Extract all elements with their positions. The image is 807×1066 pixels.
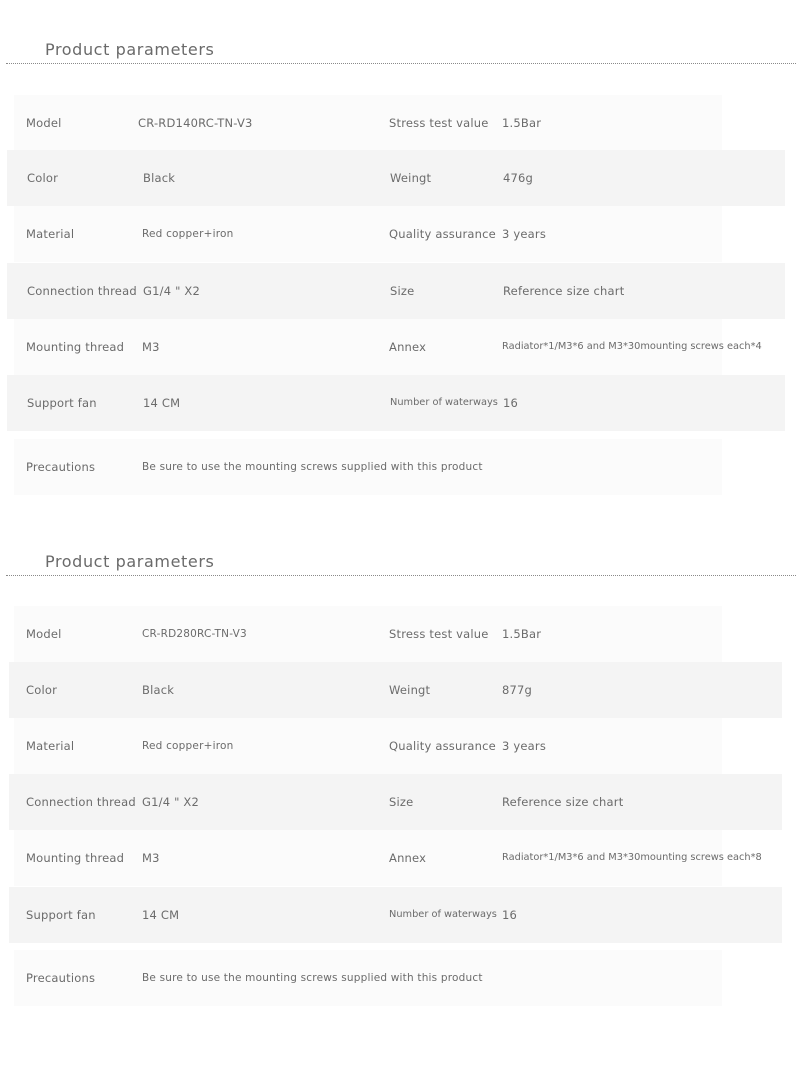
quality-value: 3 years [502, 739, 547, 753]
model-value: CR-RD280RC-TN-V3 [142, 628, 247, 640]
table-row-connection [9, 774, 782, 830]
table-row-mounting [14, 830, 762, 886]
quality-value: 3 years [502, 227, 547, 241]
table-row-connection [7, 263, 785, 319]
precautions-value: Be sure to use the mounting screws supplied with this product [142, 972, 483, 984]
size-value: Reference size chart [503, 284, 625, 298]
mounting-label: Mounting thread [26, 340, 125, 354]
table-row-color [9, 662, 782, 718]
stress-value: 1.5Bar [502, 116, 542, 130]
section-title: Product parameters [45, 552, 215, 571]
waterways-label: Number of waterways [390, 397, 498, 408]
color-value: Black [143, 171, 176, 185]
weight-value: 476g [503, 171, 534, 185]
material-label: Material [26, 227, 75, 241]
connection-value: G1/4 " X2 [142, 795, 200, 809]
mounting-value: M3 [142, 340, 160, 354]
material-value: Red copper+iron [142, 228, 234, 240]
waterways-value: 16 [502, 908, 518, 922]
mounting-value: M3 [142, 851, 160, 865]
section-divider [6, 575, 796, 576]
table-row-fan [7, 375, 785, 431]
fan-value: 14 CM [142, 908, 180, 922]
model-label: Model [26, 627, 62, 641]
section-title: Product parameters [45, 40, 215, 59]
connection-label: Connection thread [27, 284, 137, 298]
stress-label: Stress test value [389, 627, 489, 641]
weight-value: 877g [502, 683, 533, 697]
stress-value: 1.5Bar [502, 627, 542, 641]
annex-value: Radiator*1/M3*6 and M3*30mounting screws each*4 [502, 341, 762, 352]
table-row-model [14, 95, 722, 151]
color-label: Color [27, 171, 59, 185]
size-value: Reference size chart [502, 795, 624, 809]
color-value: Black [142, 683, 175, 697]
model-label: Model [26, 116, 62, 130]
table-row-mounting [14, 319, 762, 375]
material-label: Material [26, 739, 75, 753]
table-row-precautions [14, 950, 722, 1006]
table-row-material [14, 206, 722, 262]
quality-label: Quality assurance [389, 739, 496, 753]
precautions-label: Precautions [26, 460, 96, 474]
quality-label: Quality assurance [389, 227, 496, 241]
color-label: Color [26, 683, 58, 697]
material-value: Red copper+iron [142, 740, 234, 752]
table-row-model [14, 606, 722, 662]
precautions-label: Precautions [26, 971, 96, 985]
connection-label: Connection thread [26, 795, 136, 809]
annex-value: Radiator*1/M3*6 and M3*30mounting screws each*8 [502, 852, 762, 863]
weight-label: Weingt [390, 171, 432, 185]
connection-value: G1/4 " X2 [143, 284, 201, 298]
fan-label: Support fan [26, 908, 96, 922]
table-row-fan [9, 887, 782, 943]
mounting-label: Mounting thread [26, 851, 125, 865]
model-value: CR-RD140RC-TN-V3 [138, 116, 253, 130]
annex-label: Annex [389, 340, 427, 354]
size-label: Size [389, 795, 414, 809]
section-divider [6, 63, 796, 64]
size-label: Size [390, 284, 415, 298]
stress-label: Stress test value [389, 116, 489, 130]
table-row-precautions [14, 439, 722, 495]
weight-label: Weingt [389, 683, 431, 697]
waterways-value: 16 [503, 396, 519, 410]
table-row-material [14, 718, 722, 774]
fan-label: Support fan [27, 396, 97, 410]
annex-label: Annex [389, 851, 427, 865]
waterways-label: Number of waterways [389, 909, 497, 920]
fan-value: 14 CM [143, 396, 181, 410]
table-row-color [7, 150, 785, 206]
precautions-value: Be sure to use the mounting screws supplied with this product [142, 461, 483, 473]
